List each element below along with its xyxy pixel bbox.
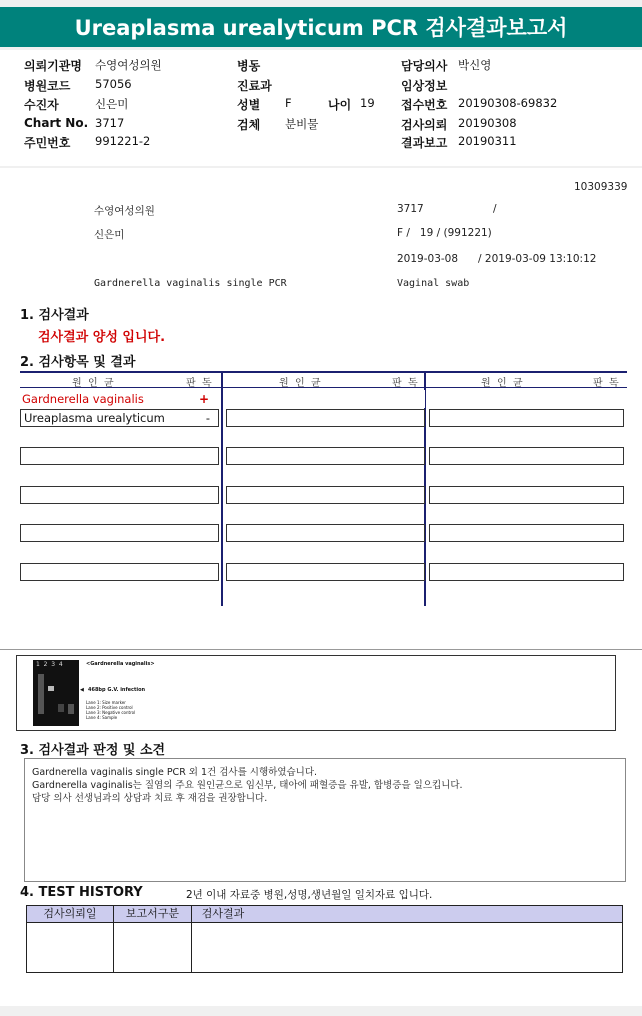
- section3-title: 3. 검사결과 판정 및 소견: [20, 743, 166, 758]
- section1-title: 1. 검사결과: [20, 308, 89, 323]
- report-label: 결과보고: [401, 136, 448, 150]
- gel-title: <Gardnerella vaginalis>: [86, 661, 155, 667]
- doctor-value: 박신영: [458, 58, 492, 72]
- empty-cell: [226, 563, 425, 581]
- detail-test-name: Gardnerella vaginalis single PCR: [94, 278, 287, 289]
- gel-lane-2-band: [48, 686, 54, 691]
- receipt-value: 20190308-69832: [458, 96, 558, 110]
- divider-rule: [0, 649, 642, 650]
- empty-cell: [226, 524, 425, 542]
- resident-label: 주민번호: [24, 136, 71, 150]
- doctor-label: 담당의사: [401, 59, 448, 73]
- gel-legend-2: Lane 2: Positive control: [86, 705, 133, 710]
- empty-cell: [429, 447, 624, 465]
- result-row-2: [20, 409, 219, 427]
- empty-cell: [429, 486, 624, 504]
- gel-lane-4: [68, 704, 74, 714]
- report-code: 10309339: [574, 181, 628, 193]
- report-title: Ureaplasma urealyticum PCR 검사결과보고서: [0, 7, 642, 47]
- specimen-value: 분비물: [285, 117, 319, 131]
- empty-cell: [20, 524, 219, 542]
- empty-cell: [429, 563, 624, 581]
- result-row-1-name: Gardnerella vaginalis: [22, 392, 144, 406]
- remark-line-3: 담당 의사 선생님과의 상담과 치료 후 재검을 권장합니다.: [32, 793, 268, 804]
- history-col-result: 검사결과: [201, 907, 245, 920]
- empty-cell: [226, 447, 425, 465]
- request-label: 검사의뢰: [401, 118, 448, 132]
- empty-cell: [20, 447, 219, 465]
- receipt-label: 접수번호: [401, 98, 448, 112]
- detail-institution: 수영여성의원: [94, 205, 155, 217]
- history-col-divider: [191, 906, 192, 972]
- gel-lane-3: [58, 704, 64, 712]
- history-col-divider: [113, 906, 114, 972]
- result-row-2-verdict: -: [205, 411, 210, 425]
- history-table: [26, 905, 623, 973]
- col-pathogen-3: 원 인 균: [481, 378, 523, 389]
- hospital-code-value: 57056: [95, 77, 132, 91]
- history-col-report-type: 보고서구분: [125, 907, 180, 920]
- patient-label: 수진자: [24, 98, 59, 112]
- chart-value: 3717: [95, 116, 125, 130]
- report-value: 20190311: [458, 134, 517, 148]
- detail-sex-age: F / 19 / (991221): [397, 227, 492, 239]
- specimen-label: 검체: [237, 118, 261, 132]
- col-verdict-2: 판 독: [392, 378, 418, 389]
- request-value: 20190308: [458, 116, 517, 130]
- hospital-code-label: 병원코드: [24, 79, 71, 93]
- detail-patient: 신은미: [94, 229, 125, 241]
- empty-cell: [20, 563, 219, 581]
- report-header: [0, 50, 642, 166]
- empty-cell: [226, 390, 425, 408]
- gel-legend-3: Lane 3: Negative control: [86, 710, 136, 715]
- ward-label: 병동: [237, 59, 261, 73]
- empty-cell: [20, 486, 219, 504]
- age-label: 나이: [328, 98, 352, 112]
- history-note: 2년 이내 자료중 병원,성명,생년월일 일치자료 입니다.: [186, 889, 433, 901]
- empty-cell: [226, 486, 425, 504]
- clinical-label: 임상정보: [401, 79, 448, 93]
- detail-specimen: Vaginal swab: [397, 278, 470, 289]
- sex-label: 성별: [237, 98, 261, 112]
- empty-cell: [226, 409, 425, 427]
- results-divider-1: [221, 371, 223, 606]
- detail-chart: 3717: [397, 203, 424, 215]
- col-verdict-1: 판 독: [186, 378, 212, 389]
- section4-title: 4. TEST HISTORY: [20, 885, 143, 900]
- remark-line-1: Gardnerella vaginalis single PCR 외 1건 검사를 시행하였습니다.: [32, 767, 318, 778]
- col-pathogen-2: 원 인 균: [279, 378, 321, 389]
- sex-value: F: [285, 96, 292, 110]
- col-verdict-3: 판 독: [593, 378, 619, 389]
- results-top-rule: [20, 371, 627, 373]
- result-row-1-verdict: +: [199, 392, 210, 406]
- resident-value: 991221-2: [95, 134, 151, 148]
- gel-legend-4: Lane 4: Sample: [86, 715, 118, 720]
- institution-value: 수영여성의원: [95, 58, 162, 72]
- gel-band-label: 468bp G.V. infection: [88, 687, 146, 693]
- patient-value: 신은미: [95, 97, 129, 111]
- gel-lane-1: [38, 674, 44, 714]
- history-col-request-date: 검사의뢰일: [43, 907, 97, 920]
- gel-electrophoresis-image: [33, 660, 79, 726]
- result-row-2-name: Ureaplasma urealyticum: [24, 411, 165, 425]
- chart-label: Chart No.: [24, 116, 89, 130]
- empty-cell: [429, 524, 624, 542]
- gel-legend-1: Lane 1: Size marker: [86, 700, 126, 705]
- detail-slash: /: [493, 203, 497, 215]
- age-value: 19: [360, 96, 375, 110]
- institution-label: 의뢰기관명: [24, 59, 82, 73]
- gel-arrow-icon: ◀: [80, 687, 84, 693]
- empty-cell: [429, 409, 624, 427]
- col-pathogen-1: 원 인 균: [72, 378, 114, 389]
- section1-result: 검사결과 양성 입니다.: [38, 330, 166, 345]
- dept-label: 진료과: [237, 79, 272, 93]
- detail-dates: 2019-03-08 / 2019-03-09 13:10:12: [397, 253, 597, 265]
- remark-line-2: Gardnerella vaginalis는 질염의 주요 원인균으로 임신부, 태아에 패혈증을 유발, 합병증을 일으킵니다.: [32, 780, 463, 791]
- section2-title: 2. 검사항목 및 결과: [20, 355, 136, 370]
- gel-lane-numbers: 1 2 3 4: [36, 661, 63, 668]
